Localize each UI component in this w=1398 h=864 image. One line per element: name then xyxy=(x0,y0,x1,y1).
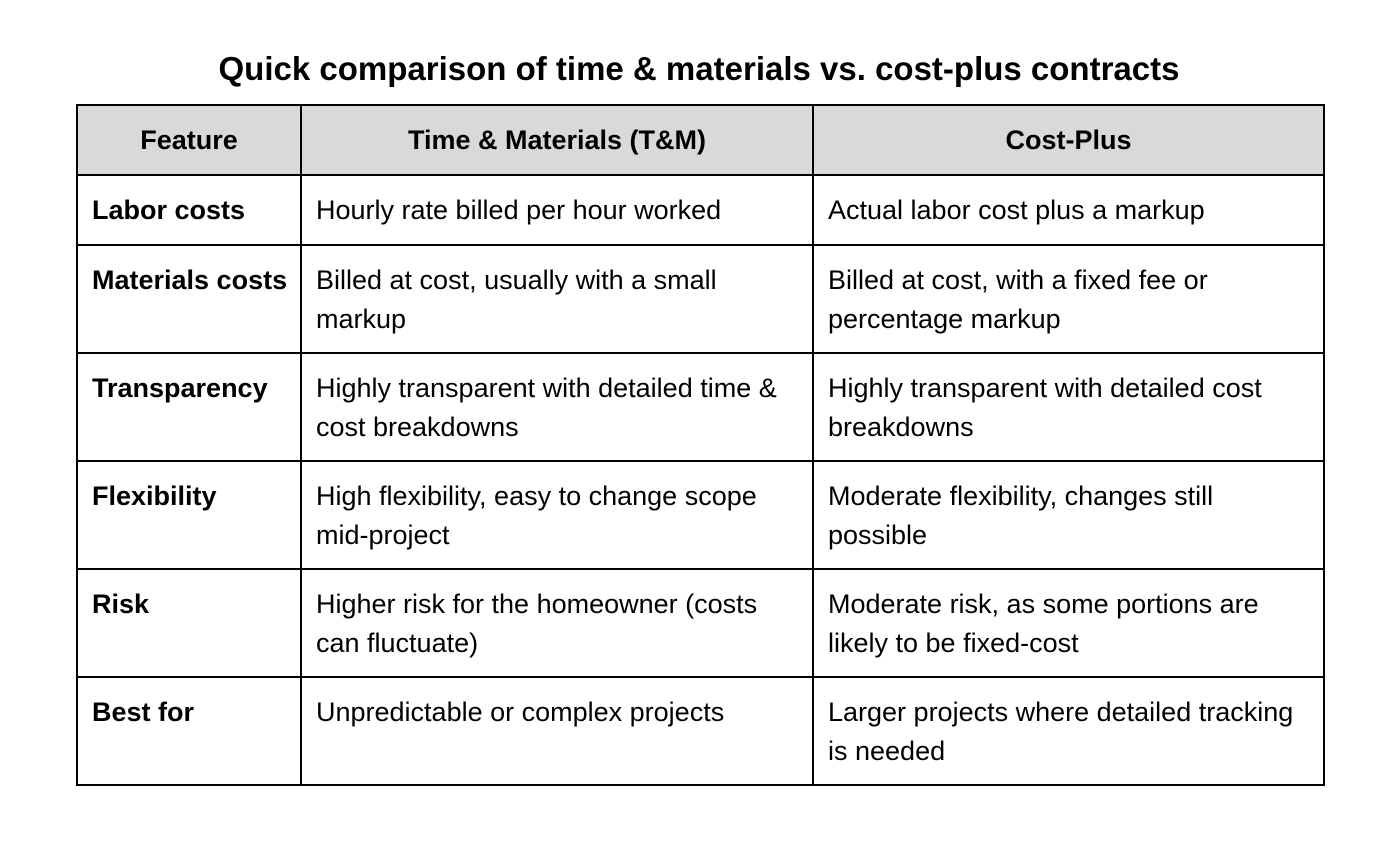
row-tm-cell: Higher risk for the homeowner (costs can fluctuate) xyxy=(301,569,813,677)
row-feature-label: Flexibility xyxy=(77,461,301,569)
table-row-labor-costs xyxy=(77,175,1324,245)
row-cost-plus-cell: Actual labor cost plus a markup xyxy=(813,175,1324,245)
table-row-materials-costs xyxy=(77,245,1324,353)
header-time-and-materials: Time & Materials (T&M) xyxy=(301,105,813,175)
row-tm-cell: Highly transparent with detailed time & cost breakdowns xyxy=(301,353,813,461)
row-cost-plus-cell: Highly transparent with detailed cost breakdowns xyxy=(813,353,1324,461)
row-feature-label: Transparency xyxy=(77,353,301,461)
header-row xyxy=(77,105,1324,175)
row-tm-cell: Unpredictable or complex projects xyxy=(301,677,813,785)
table-row-flexibility xyxy=(77,461,1324,569)
row-feature-label: Materials costs xyxy=(77,245,301,353)
page-title: Quick comparison of time & materials vs. cost-plus contracts xyxy=(218,50,1180,87)
row-feature-label: Labor costs xyxy=(77,175,301,245)
row-feature-label: Best for xyxy=(77,677,301,785)
row-cost-plus-cell: Moderate risk, as some portions are likely to be fixed-cost xyxy=(813,569,1324,677)
table-row-risk xyxy=(77,569,1324,677)
row-tm-cell: Hourly rate billed per hour worked xyxy=(301,175,813,245)
row-cost-plus-cell: Billed at cost, with a fixed fee or percentage markup xyxy=(813,245,1324,353)
table-row-best-for xyxy=(77,677,1324,785)
comparison-table xyxy=(76,104,1325,786)
row-feature-label: Risk xyxy=(77,569,301,677)
row-cost-plus-cell: Larger projects where detailed tracking is needed xyxy=(813,677,1324,785)
header-feature: Feature xyxy=(77,105,301,175)
header-cost-plus: Cost-Plus xyxy=(813,105,1324,175)
row-tm-cell: High flexibility, easy to change scope mid-project xyxy=(301,461,813,569)
table-row-transparency xyxy=(77,353,1324,461)
row-cost-plus-cell: Moderate flexibility, changes still possible xyxy=(813,461,1324,569)
row-tm-cell: Billed at cost, usually with a small markup xyxy=(301,245,813,353)
